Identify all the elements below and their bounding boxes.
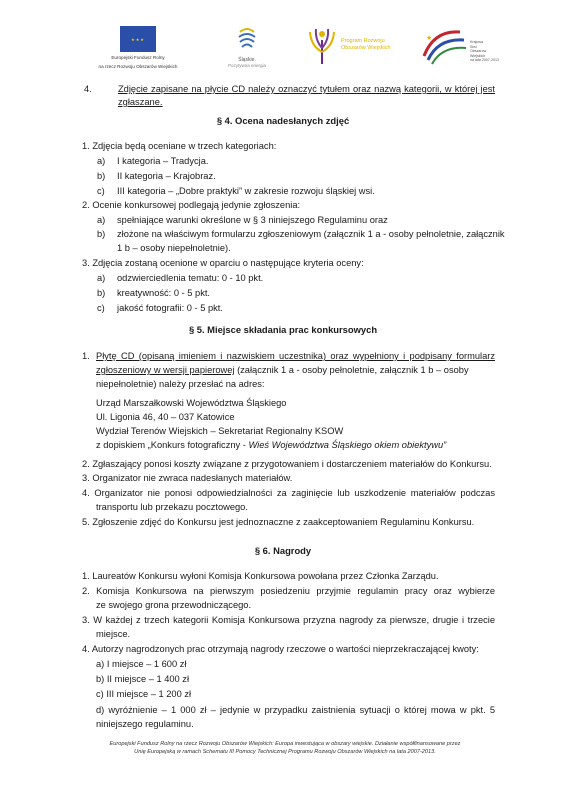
s4-item1c-label: c) [97, 186, 105, 196]
prize-2nd: b) II miejsce – 1 400 zł [96, 674, 190, 684]
s6-item1: 1. Laureatów Konkursu wyłoni Komisja Konkursowa powołana przez Członka Zarządu. [82, 571, 439, 581]
svg-text:★: ★ [426, 35, 433, 42]
ksow-text-3: Obszarów [470, 49, 487, 54]
s5-item1-line3: niepełnoletnie) należy przesłać na adres: [96, 379, 265, 389]
s4-item2: 2. Ocenie konkursowej podlegają jedynie zgłoszenia: [82, 200, 301, 210]
item4-line1: Zdjęcie zapisane na płycie CD należy oznaczyć tytułem oraz nazwą kategorii, w której jest [118, 84, 495, 94]
s4-item2b-line2: 1 b – osoby niepełnoletnie). [117, 243, 231, 253]
s4-item1a-label: a) [97, 156, 106, 166]
address-line4 [96, 439, 446, 452]
prow-text-1: Program Rozwoju [341, 38, 385, 44]
address-note-title: Wieś Województwa Śląskiego okiem obiektywu” [248, 440, 447, 450]
eu-logo [88, 26, 188, 69]
item4-number: 4. [84, 84, 92, 94]
s4-item2a: spełniające warunki określone w § 3 niniejszego Regulaminu oraz [117, 215, 388, 225]
section-5-heading: § 5. Miejsce składania prac konkursowych [188, 324, 378, 335]
address-line1: Urząd Marszałkowski Województwa Śląskiego [96, 398, 287, 408]
s5-item1-line1: Płytę CD (opisaną imieniem i nazwiskiem uczestnika) oraz wypełniony i podpisany formularz [96, 351, 495, 361]
s4-item1b-label: b) [97, 171, 106, 181]
s4-item3b: kreatywność: 0 - 5 pkt. [117, 288, 211, 298]
footer-line2: Unię Europejską w ramach Schematu III Pomocy Technicznej Programu Rozwoju Obszarów Wiejskich na lata 2007-2013. [134, 748, 436, 755]
address-line2: Ul. Ligonia 46, 40 – 037 Katowice [96, 412, 235, 422]
prow-logo [305, 26, 403, 66]
eu-flag-icon: ★★★ [120, 26, 156, 52]
ksow-flag-icon [420, 26, 468, 66]
s4-item3b-label: b) [97, 288, 106, 298]
s5-item5: 5. Zgłoszenie zdjęć do Konkursu jest jednoznaczne z zaakceptowaniem Regulaminu Konkursu. [82, 517, 475, 527]
s4-item1a: I kategoria – Tradycja. [117, 156, 209, 166]
ksow-text-1: Krajowa [470, 40, 483, 44]
s4-item3a: odzwierciedlenia tematu: 0 - 10 pkt. [117, 273, 264, 283]
s6-item3-line2: miejsce. [96, 629, 131, 639]
s6-item2-line1: 2. Komisja Konkursowa na pierwszym posiedzeniu przyjmie regulamin pracy oraz wybierze [82, 586, 495, 596]
s4-item3: 3. Zdjęcia zostaną ocenione w oparciu o następujące kryteria oceny: [82, 258, 364, 268]
prize-3rd: c) III miejsce – 1 200 zł [96, 689, 192, 699]
section-6-heading: § 6. Nagrody [254, 545, 312, 556]
s4-item2a-label: a) [97, 215, 106, 225]
s5-item1-line2-rest: (załącznik 1 a - osoby pełnoletnie, załącznik 1 b – osoby [234, 365, 469, 375]
prow-text-2: Obszarów Wiejskich [341, 45, 391, 51]
prize-distinction-line1: d) wyróżnienie – 1 000 zł – jedynie w przypadku zaistnienia sytuacji o której mowa w pkt. 5 [96, 705, 495, 715]
address-note-prefix: z dopiskiem „Konkurs fotograficzny - [96, 440, 249, 450]
s4-item3c: jakość fotografii: 0 - 5 pkt. [117, 303, 223, 313]
footer-line1: Europejski Fundusz Rolny na rzecz Rozwoju Obszarów Wiejskich: Europa inwestująca w obszary wiejskie. Działanie współfinansowane przez [109, 741, 461, 747]
s4-item1c: III kategoria – „Dobre praktyki” w zakresie rozwoju śląskiej wsi. [117, 186, 375, 196]
s4-item1b: II kategoria – Krajobraz. [117, 171, 216, 181]
s5-item2: 2. Zgłaszający ponosi koszty związane z przygotowaniem i dostarczeniem materiałów do Konkursu. [82, 459, 492, 469]
s5-item1-number: 1. [82, 351, 90, 361]
s5-item4-line2: transportu lub przekazu pocztowego. [96, 502, 248, 512]
ksow-text-5: na lata 2007-2013 [470, 58, 499, 63]
s5-item1-line2 [96, 364, 495, 377]
s5-item3: 3. Organizator nie zwraca nadesłanych materiałów. [82, 473, 293, 483]
s4-item3a-label: a) [97, 273, 106, 283]
address-line3: Wydział Terenów Wiejskich – Sekretariat Regionalny KSOW [96, 426, 344, 436]
s4-item1: 1. Zdjęcia będą oceniane w trzech kategoriach: [82, 141, 277, 151]
footer [40, 741, 530, 756]
item4-line2: zgłaszane. [118, 97, 163, 107]
slaskie-caption: Śląskie. [238, 57, 256, 63]
s4-item2b-label: b) [97, 229, 106, 239]
ksow-text-4: Wiejskich [470, 53, 486, 58]
section-4-heading: § 4. Ocena nadesłanych zdjęć [216, 115, 350, 126]
s5-item1-paper-form: zgłoszeniowy w wersji papierowej [96, 365, 235, 375]
s6-item2-line2: ze swojego grona przewodniczącego. [96, 600, 252, 610]
prow-wheat-icon [305, 26, 339, 66]
s6-item3-line1: 3. W każdej z trzech kategorii Komisja Konkursowa przyzna nagrody za pierwsze, drugie i trzecie [82, 615, 495, 625]
slaskie-tagline: Pozytywna energia [227, 63, 267, 68]
prize-1st: a) I miejsce – 1 600 zł [96, 659, 187, 669]
s5-item4-line1: 4. Organizator nie ponosi odpowiedzialności za zaginięcie lub uszkodzenie materiałów podczas [82, 488, 495, 498]
s4-item3c-label: c) [97, 303, 105, 313]
slaskie-logo [222, 26, 272, 68]
slaskie-mark-icon [236, 26, 258, 50]
ksow-text-2: Sieć [470, 44, 477, 49]
s6-item4: 4. Autorzy nagrodzonych prac otrzymają nagrody rzeczowe o wartości nieprzekraczającej kwoty: [82, 644, 479, 654]
eu-logo-caption-1: Europejski Fundusz Rolny [111, 55, 165, 60]
prize-distinction-line2: niniejszego regulaminu. [96, 719, 194, 729]
eu-logo-caption-2: na rzecz Rozwoju Obszarów Wiejskich [98, 63, 178, 69]
ksow-logo [420, 26, 500, 66]
s4-item2b-line1: złożone na właściwym formularzu zgłoszeniowym (załącznik 1 a - osoby pełnoletnie, załącznik [117, 229, 505, 239]
